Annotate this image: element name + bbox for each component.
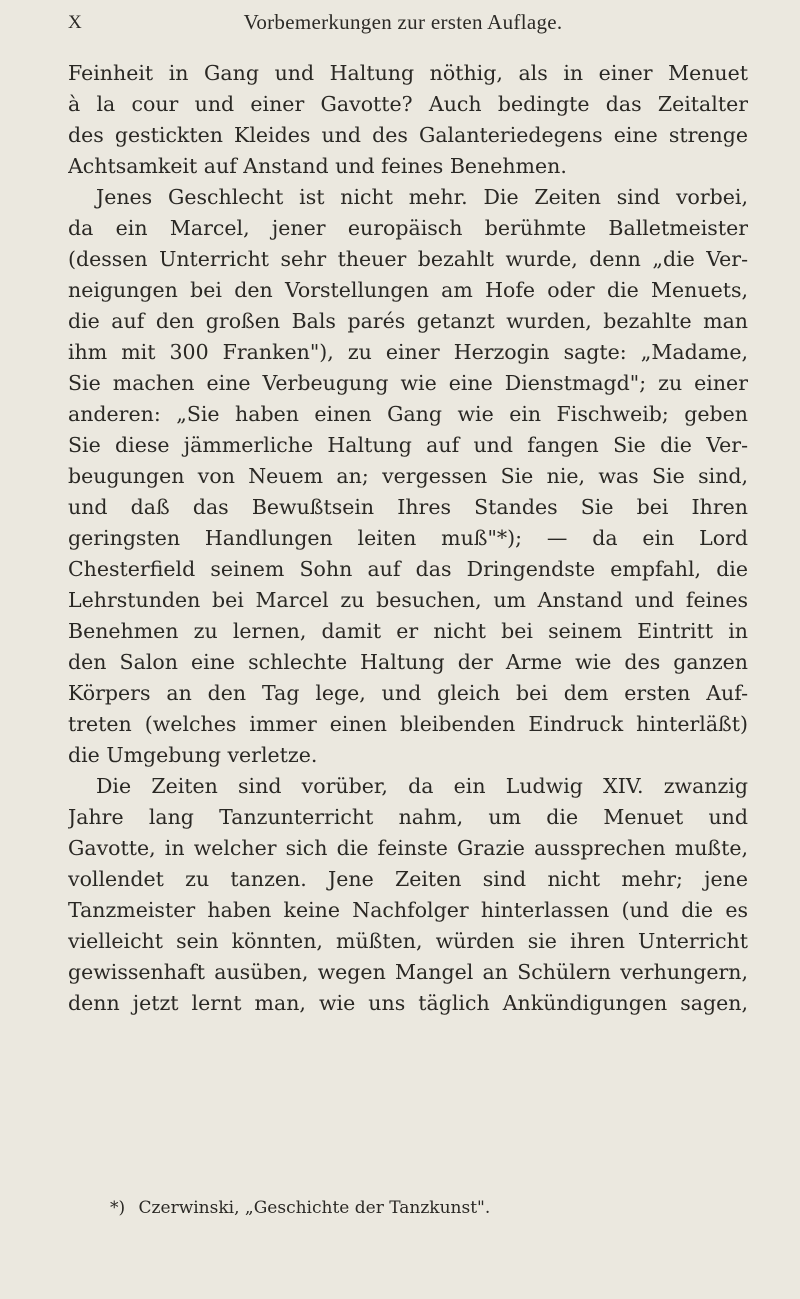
text-line: Benehmen zu lernen, damit er nicht bei seinem Eintritt in: [68, 619, 748, 643]
text-line: Die Zeiten sind vorüber, da ein Ludwig XIV. zwanzig: [96, 774, 748, 798]
text-line: und daß das Bewußtsein Ihres Standes Sie bei Ihren: [68, 495, 748, 519]
text-line: Lehrstunden bei Marcel zu besuchen, um Anstand und feines: [68, 588, 748, 612]
text-line: gewissenhaft ausüben, wegen Mangel an Schülern verhungern,: [68, 960, 748, 984]
text-line: Tanzmeister haben keine Nachfolger hinterlassen (und die es: [68, 898, 748, 922]
text-line: Jenes Geschlecht ist nicht mehr. Die Zeiten sind vorbei,: [96, 185, 748, 209]
text-line: Chesterfield seinem Sohn auf das Dringendste empfahl, die: [68, 557, 748, 581]
text-line: des gestickten Kleides und des Galanteriedegens eine strenge: [68, 123, 748, 147]
text-line: anderen: „Sie haben einen Gang wie ein Fischweib; geben: [68, 402, 748, 426]
running-head-title: Vorbemerkungen zur ersten Auflage.: [243, 10, 563, 34]
text-line: beugungen von Neuem an; vergessen Sie nie, was Sie sind,: [68, 464, 748, 488]
footnote-marker: *): [110, 1198, 126, 1218]
text-line: à la cour und einer Gavotte? Auch bedingte das Zeitalter: [68, 92, 748, 116]
text-line: ihm mit 300 Franken"), zu einer Herzogin sagte: „Madame,: [68, 340, 748, 364]
text-line: Jahre lang Tanzunterricht nahm, um die Menuet und: [68, 805, 748, 829]
text-line: die Umgebung verletze.: [68, 743, 318, 767]
text-line: (dessen Unterricht sehr theuer bezahlt wurde, denn „die Ver-: [68, 247, 748, 271]
text-line: da ein Marcel, jener europäisch berühmte Balletmeister: [68, 216, 748, 240]
body-text: [68, 58, 748, 1019]
text-line: den Salon eine schlechte Haltung der Arme wie des ganzen: [68, 650, 748, 674]
text-line: denn jetzt lernt man, wie uns täglich Ankündigungen sagen,: [68, 991, 748, 1015]
footnote: [110, 1198, 730, 1218]
running-head: [68, 8, 738, 44]
text-line: Achtsamkeit auf Anstand und feines Benehmen.: [68, 154, 567, 178]
text-line: Sie diese jämmerliche Haltung auf und fangen Sie die Ver-: [68, 433, 748, 457]
text-line: geringsten Handlungen leiten muß"*); — da ein Lord: [68, 526, 748, 550]
text-line: die auf den großen Bals parés getanzt wurden, bezahlte man: [68, 309, 748, 333]
footnote-text: Czerwinski, „Geschichte der Tanzkunst".: [138, 1198, 491, 1218]
text-line: Gavotte, in welcher sich die feinste Grazie aussprechen mußte,: [68, 836, 748, 860]
text-line: vielleicht sein könnten, müßten, würden sie ihren Unterricht: [68, 929, 748, 953]
text-line: neigungen bei den Vorstellungen am Hofe oder die Menuets,: [68, 278, 748, 302]
page-number: X: [68, 12, 83, 33]
text-line: vollendet zu tanzen. Jene Zeiten sind nicht mehr; jene: [68, 867, 748, 891]
text-line: Körpers an den Tag lege, und gleich bei dem ersten Auf-: [68, 681, 748, 705]
text-line: treten (welches immer einen bleibenden Eindruck hinterläßt): [68, 712, 748, 736]
text-line: Sie machen eine Verbeugung wie eine Dienstmagd"; zu einer: [68, 371, 748, 395]
text-line: Feinheit in Gang und Haltung nöthig, als in einer Menuet: [68, 61, 748, 85]
